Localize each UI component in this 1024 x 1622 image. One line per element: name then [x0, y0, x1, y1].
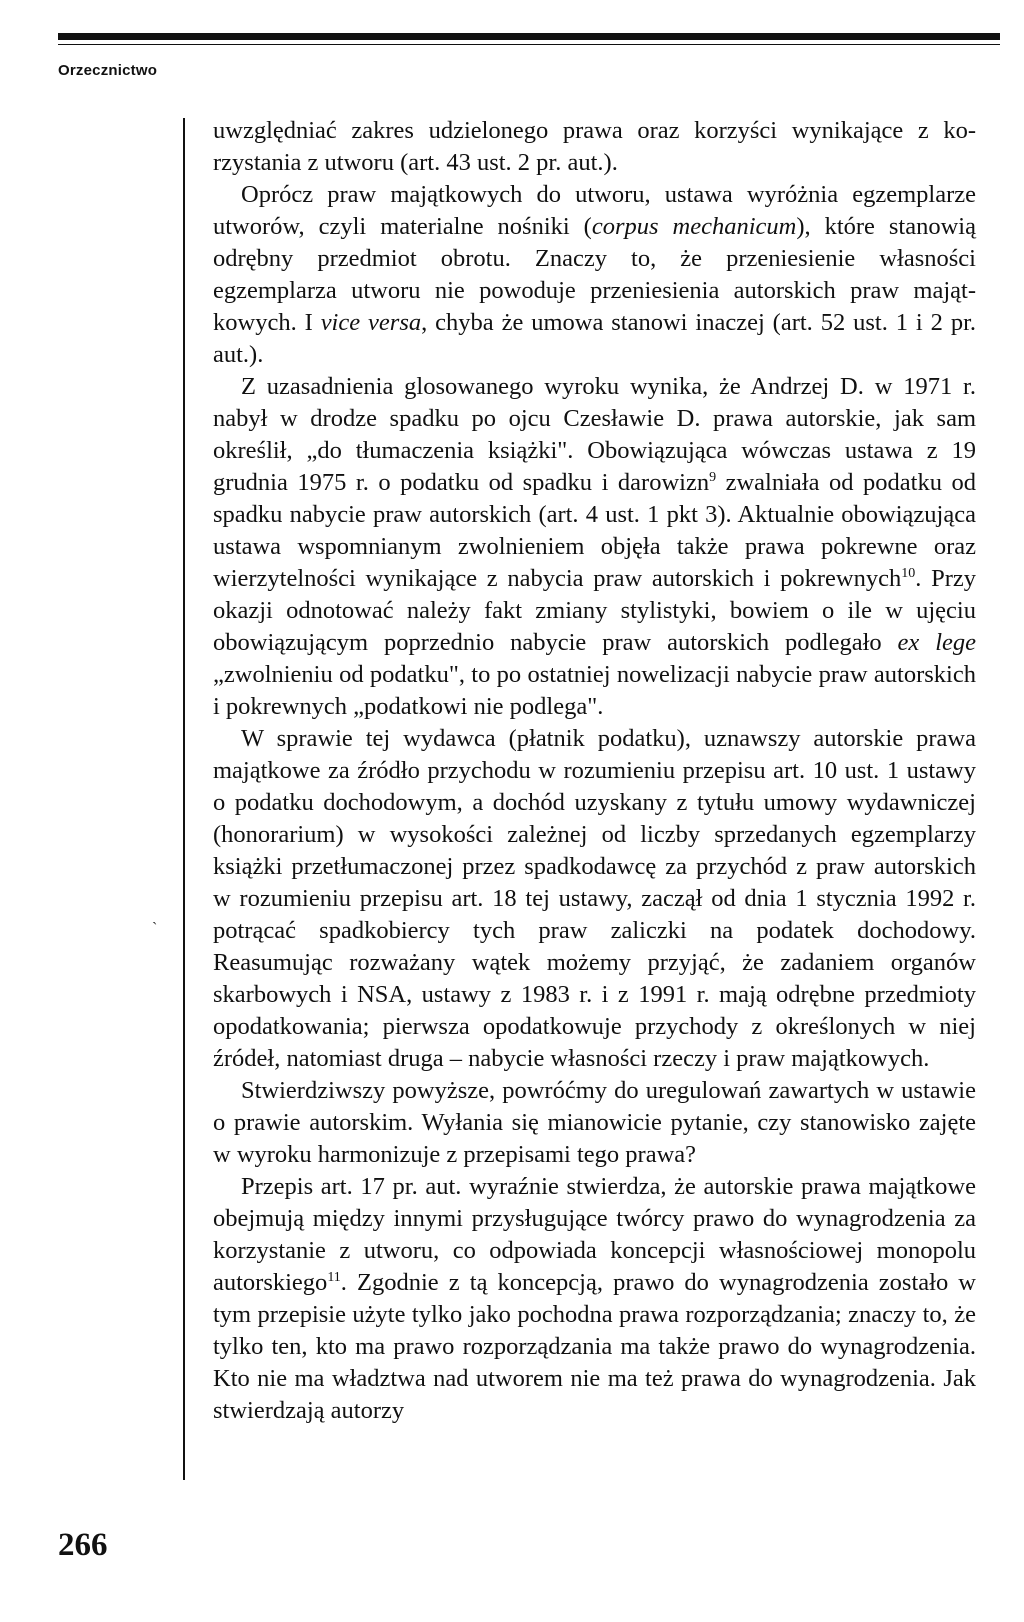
italic-span: corpus mechanicum — [591, 213, 797, 240]
text-span: Stwierdziwszy powyższe, powróćmy do uregulowań zawartych w ustawie o prawie autorskim. Wyłania się mianowicie pytanie, czy stanowisko zajęte w wyroku harmonizuje z przepisami tego prawa? — [213, 1077, 976, 1168]
paragraph-5 — [213, 1075, 976, 1171]
header-rule-thin — [58, 44, 1000, 45]
paragraph-4 — [213, 723, 976, 1075]
paragraph-6 — [213, 1171, 976, 1427]
text-span: uwzględniać zakres udzielonego prawa oraz korzyści wynikające z korzystania z utworu (art. 43 ust. 2 pr. aut.). — [213, 117, 976, 176]
header-rule-thick — [58, 33, 1000, 40]
italic-span: vice versa — [320, 309, 422, 336]
text-span: Przepis art. 17 pr. aut. wyraźnie stwierdza, że autorskie prawa majątkowe obejmują między innymi przysługujące twórcy prawo do wynagrodzenia za korzystanie z utworu, co odpowiada koncepcji własnościowej monopolu autorskiego — [213, 1173, 976, 1296]
paragraph-3 — [213, 371, 976, 723]
footnote-ref: 11 — [327, 1269, 341, 1285]
page-number: 266 — [58, 1527, 108, 1563]
text-span: zwalniała od podatku od spadku nabycie praw autorskich (art. 4 ust. 1 pkt 3). Aktualnie obowiązująca ustawa wspomnianym zwolnieniem objęła także prawa pokrewne oraz wierzytelności wynikające z nabycia praw autorskich i pokrewnych — [213, 469, 976, 592]
text-span: . Zgodnie z tą koncepcją, prawo do wynagrodzenia zostało w tym przepisie użyte tylko jako pochodna prawa rozporządzania; znaczy to, że tylko ten, kto ma prawo rozporządzania ma także prawo do wynagrodzenia. Kto nie ma władztwa nad utworem nie ma też prawa do wynagrodzenia. Jak stwierdzają autorzy — [213, 1269, 976, 1424]
running-head: Orzecznictwo — [58, 62, 158, 79]
paragraph-2 — [213, 179, 976, 371]
margin-bar — [183, 118, 185, 1480]
text-span: „zwolnieniu od podatku", to po ostatniej nowelizacji nabycie praw autorskich i pokrewnych „podatkowi nie podlega". — [213, 661, 976, 720]
text-span: ), które stanowią odrębny przedmiot obrotu. Znaczy to, że przeniesienie własności egzemplarza utworu nie powoduje przeniesienia autorskich praw majątkowych. I — [213, 213, 976, 336]
text-span: . Przy okazji odnotować należy fakt zmiany stylistyki, bowiem o ile w ujęciu obowiązującym poprzednio nabycie praw autorskich podlegało — [213, 565, 976, 656]
footnote-ref: 9 — [709, 469, 717, 485]
italic-span: ex lege — [897, 629, 976, 656]
body-text — [213, 115, 976, 1427]
text-span: Z uzasadnienia glosowanego wyroku wynika, że Andrzej D. w 1971 r. nabył w drodze spadku po ojcu Czesławie D. prawa autorskie, jak sam określił, „do tłumaczenia książki". Obowiązująca wówczas ustawa z 19 grudnia 1975 r. o podatku od spadku i darowizn — [213, 373, 976, 496]
text-span: W sprawie tej wydawca (płatnik podatku), uznawszy autorskie prawa majątkowe za źródło przychodu w rozumieniu przepisu art. 10 ust. 1 ustawy o podatku dochodowym, a dochód uzyskany z tytułu umowy wydawniczej (honorarium) w wysokości zależnej od liczby sprzedanych egzemplarzy książki przetłumaczonej przez spadkodawcę za przychód z praw autorskich w rozumieniu przepisu art. 18 tej ustawy, zaczął od dnia 1 stycznia 1992 r. potrącać spadkobiercy tych praw zaliczki na podatek dochodowy. Reasumując rozważany wątek możemy przyjąć, że zadaniem organów skarbowych i NSA, ustawy z 1983 r. i z 1991 r. mają odrębne przedmioty opodatkowania; pierwsza opodatkowuje przychody z określonych w niej źródeł, natomiast druga – nabycie własności rzeczy i praw majątkowych. — [213, 725, 976, 1072]
text-span: Oprócz praw majątkowych do utworu, ustawa wyróżnia egzemplarze utworów, czyli materialne nośniki ( — [213, 181, 976, 240]
scan-speck: ˏ — [152, 908, 158, 925]
text-span: , chyba że umowa stanowi inaczej (art. 52 ust. 1 i 2 pr. aut.). — [213, 309, 976, 368]
paragraph-1 — [213, 115, 976, 179]
footnote-ref: 10 — [901, 565, 916, 581]
